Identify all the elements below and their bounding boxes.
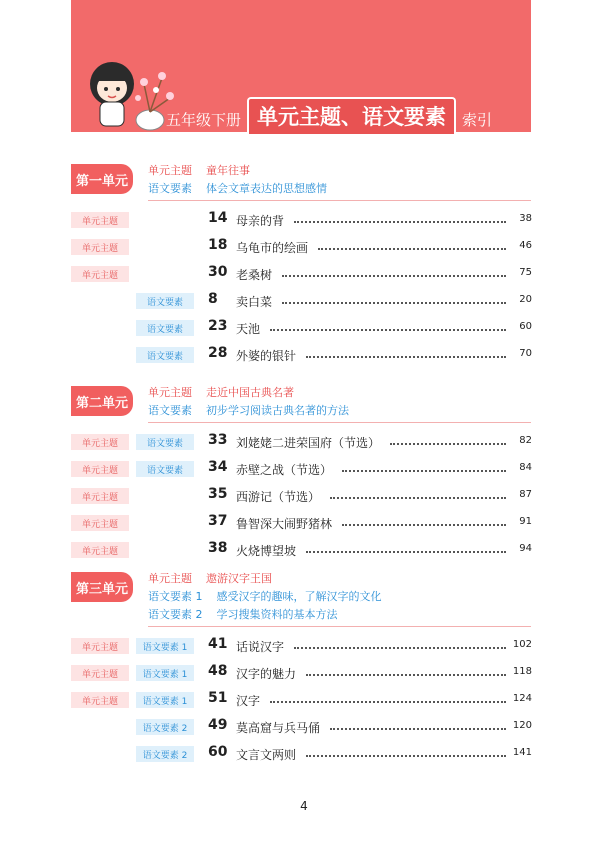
lesson-number: 28 — [208, 345, 228, 361]
lesson-page: 20 — [519, 294, 532, 305]
leader-dots — [282, 302, 506, 304]
lesson-title[interactable]: 天池 — [236, 322, 261, 336]
lesson-number: 30 — [208, 264, 228, 280]
unit-theme-line — [148, 162, 250, 178]
element-badge: 语文要素 1 — [136, 665, 194, 681]
leader-dots — [306, 356, 506, 358]
leader-dots — [342, 524, 506, 526]
lesson-page: 70 — [519, 348, 532, 359]
lesson-title[interactable]: 西游记（节选） — [236, 490, 321, 504]
lesson-row[interactable] — [0, 210, 608, 230]
unit-divider — [148, 200, 531, 201]
unit-element-line — [148, 606, 338, 622]
element-badge: 语文要素 2 — [136, 719, 194, 735]
lesson-row[interactable] — [0, 690, 608, 710]
lesson-number: 41 — [208, 636, 228, 652]
theme-badge: 单元主题 — [71, 239, 129, 255]
unit-theme-value: 遨游汉字王国 — [206, 572, 272, 585]
element-badge: 语文要素 — [136, 293, 194, 309]
lesson-page: 94 — [519, 543, 532, 554]
unit-divider — [148, 422, 531, 423]
lesson-row[interactable] — [0, 663, 608, 683]
lesson-number: 49 — [208, 717, 228, 733]
element-badge: 语文要素 1 — [136, 638, 194, 654]
unit-element-label: 语文要素 1 — [148, 590, 203, 603]
leader-dots — [306, 674, 506, 676]
lesson-title[interactable]: 刘姥姥二进荣国府（节选） — [236, 436, 381, 450]
element-badge: 语文要素 — [136, 434, 194, 450]
lesson-number: 51 — [208, 690, 228, 706]
lesson-title[interactable]: 卖白菜 — [236, 295, 273, 309]
lesson-title[interactable]: 汉字 — [236, 694, 261, 708]
lesson-title[interactable]: 鲁智深大闹野猪林 — [236, 517, 333, 531]
lesson-number: 37 — [208, 513, 228, 529]
lesson-title[interactable]: 母亲的背 — [236, 214, 285, 228]
lesson-page: 141 — [512, 747, 532, 758]
lesson-number: 14 — [208, 210, 228, 226]
unit-element-value: 感受汉字的趣味，了解汉字的文化 — [216, 590, 382, 603]
unit-divider — [148, 626, 531, 627]
element-badge: 语文要素 2 — [136, 746, 194, 762]
leader-dots — [318, 248, 506, 250]
unit-theme-value: 走近中国古典名著 — [206, 386, 294, 399]
unit-element-label: 语文要素 — [148, 182, 192, 195]
lesson-title[interactable]: 话说汉字 — [236, 640, 285, 654]
lesson-row[interactable] — [0, 744, 608, 764]
lesson-page: 75 — [519, 267, 532, 278]
theme-badge: 单元主题 — [71, 434, 129, 450]
lesson-row[interactable] — [0, 345, 608, 365]
lesson-number: 34 — [208, 459, 228, 475]
lesson-row[interactable] — [0, 486, 608, 506]
lesson-page: 87 — [519, 489, 532, 500]
title-suffix: 索引 — [462, 111, 493, 129]
leader-dots — [342, 470, 506, 472]
leader-dots — [294, 647, 506, 649]
lesson-row[interactable] — [0, 513, 608, 533]
lesson-row[interactable] — [0, 291, 608, 311]
lesson-page: 118 — [512, 666, 532, 677]
lesson-title[interactable]: 外婆的银针 — [236, 349, 297, 363]
lesson-number: 33 — [208, 432, 228, 448]
theme-badge: 单元主题 — [71, 692, 129, 708]
lesson-number: 18 — [208, 237, 228, 253]
unit-theme-label: 单元主题 — [148, 164, 192, 177]
lesson-page: 60 — [519, 321, 532, 332]
unit-theme-label: 单元主题 — [148, 572, 192, 585]
lesson-title[interactable]: 乌龟市的绘画 — [236, 241, 309, 255]
leader-dots — [330, 497, 506, 499]
lesson-page: 120 — [512, 720, 532, 731]
leader-dots — [306, 755, 506, 757]
theme-badge: 单元主题 — [71, 212, 129, 228]
title-main: 单元主题、语文要素 — [247, 97, 456, 134]
lesson-title[interactable]: 赤壁之战（节选） — [236, 463, 333, 477]
element-badge: 语文要素 — [136, 461, 194, 477]
theme-badge: 单元主题 — [71, 515, 129, 531]
unit-theme-line — [148, 570, 272, 586]
lesson-number: 60 — [208, 744, 228, 760]
element-badge: 语文要素 — [136, 347, 194, 363]
lesson-row[interactable] — [0, 636, 608, 656]
lesson-title[interactable]: 文言文两则 — [236, 748, 297, 762]
unit-theme-value: 童年往事 — [206, 164, 250, 177]
lesson-number: 35 — [208, 486, 228, 502]
unit-element-value: 体会文章表达的思想感情 — [206, 182, 327, 195]
leader-dots — [330, 728, 506, 730]
lesson-page: 46 — [519, 240, 532, 251]
lesson-title[interactable]: 火烧博望坡 — [236, 544, 297, 558]
theme-badge: 单元主题 — [71, 461, 129, 477]
lesson-page: 124 — [512, 693, 532, 704]
unit-element-line — [148, 402, 349, 418]
lesson-title[interactable]: 莫高窟与兵马俑 — [236, 721, 321, 735]
element-badge: 语文要素 1 — [136, 692, 194, 708]
theme-badge: 单元主题 — [71, 638, 129, 654]
leader-dots — [270, 329, 506, 331]
lesson-row[interactable] — [0, 459, 608, 479]
unit-theme-line — [148, 384, 294, 400]
lesson-number: 48 — [208, 663, 228, 679]
lesson-page: 102 — [512, 639, 532, 650]
unit-element-value: 初步学习阅读古典名著的方法 — [206, 404, 349, 417]
unit-element-line — [148, 588, 382, 604]
unit-element-line — [148, 180, 327, 196]
page-title — [160, 102, 498, 134]
lesson-page: 91 — [519, 516, 532, 527]
leader-dots — [282, 275, 506, 277]
lesson-page: 84 — [519, 462, 532, 473]
lesson-number: 38 — [208, 540, 228, 556]
page-number: 4 — [300, 799, 308, 813]
theme-badge: 单元主题 — [71, 665, 129, 681]
theme-badge: 单元主题 — [71, 542, 129, 558]
lesson-page: 38 — [519, 213, 532, 224]
unit-element-label: 语文要素 2 — [148, 608, 203, 621]
lesson-row[interactable] — [0, 318, 608, 338]
lesson-number: 23 — [208, 318, 228, 334]
leader-dots — [294, 221, 506, 223]
leader-dots — [390, 443, 506, 445]
theme-badge: 单元主题 — [71, 488, 129, 504]
lesson-row[interactable] — [0, 432, 608, 452]
lesson-number: 8 — [208, 291, 218, 307]
unit-theme-label: 单元主题 — [148, 386, 192, 399]
lesson-row[interactable] — [0, 717, 608, 737]
unit-tag: 第三单元 — [71, 572, 133, 602]
leader-dots — [270, 701, 506, 703]
lesson-page: 82 — [519, 435, 532, 446]
unit-element-label: 语文要素 — [148, 404, 192, 417]
element-badge: 语文要素 — [136, 320, 194, 336]
lesson-row[interactable] — [0, 540, 608, 560]
unit-element-value: 学习搜集资料的基本方法 — [216, 608, 338, 621]
unit-tag: 第二单元 — [71, 386, 133, 416]
grade-label: 五年级下册 — [166, 111, 242, 129]
theme-badge: 单元主题 — [71, 266, 129, 282]
lesson-row[interactable] — [0, 264, 608, 284]
lesson-title[interactable]: 汉字的魅力 — [236, 667, 297, 681]
leader-dots — [306, 551, 506, 553]
lesson-row[interactable] — [0, 237, 608, 257]
unit-tag: 第一单元 — [71, 164, 133, 194]
lesson-title[interactable]: 老桑树 — [236, 268, 273, 282]
